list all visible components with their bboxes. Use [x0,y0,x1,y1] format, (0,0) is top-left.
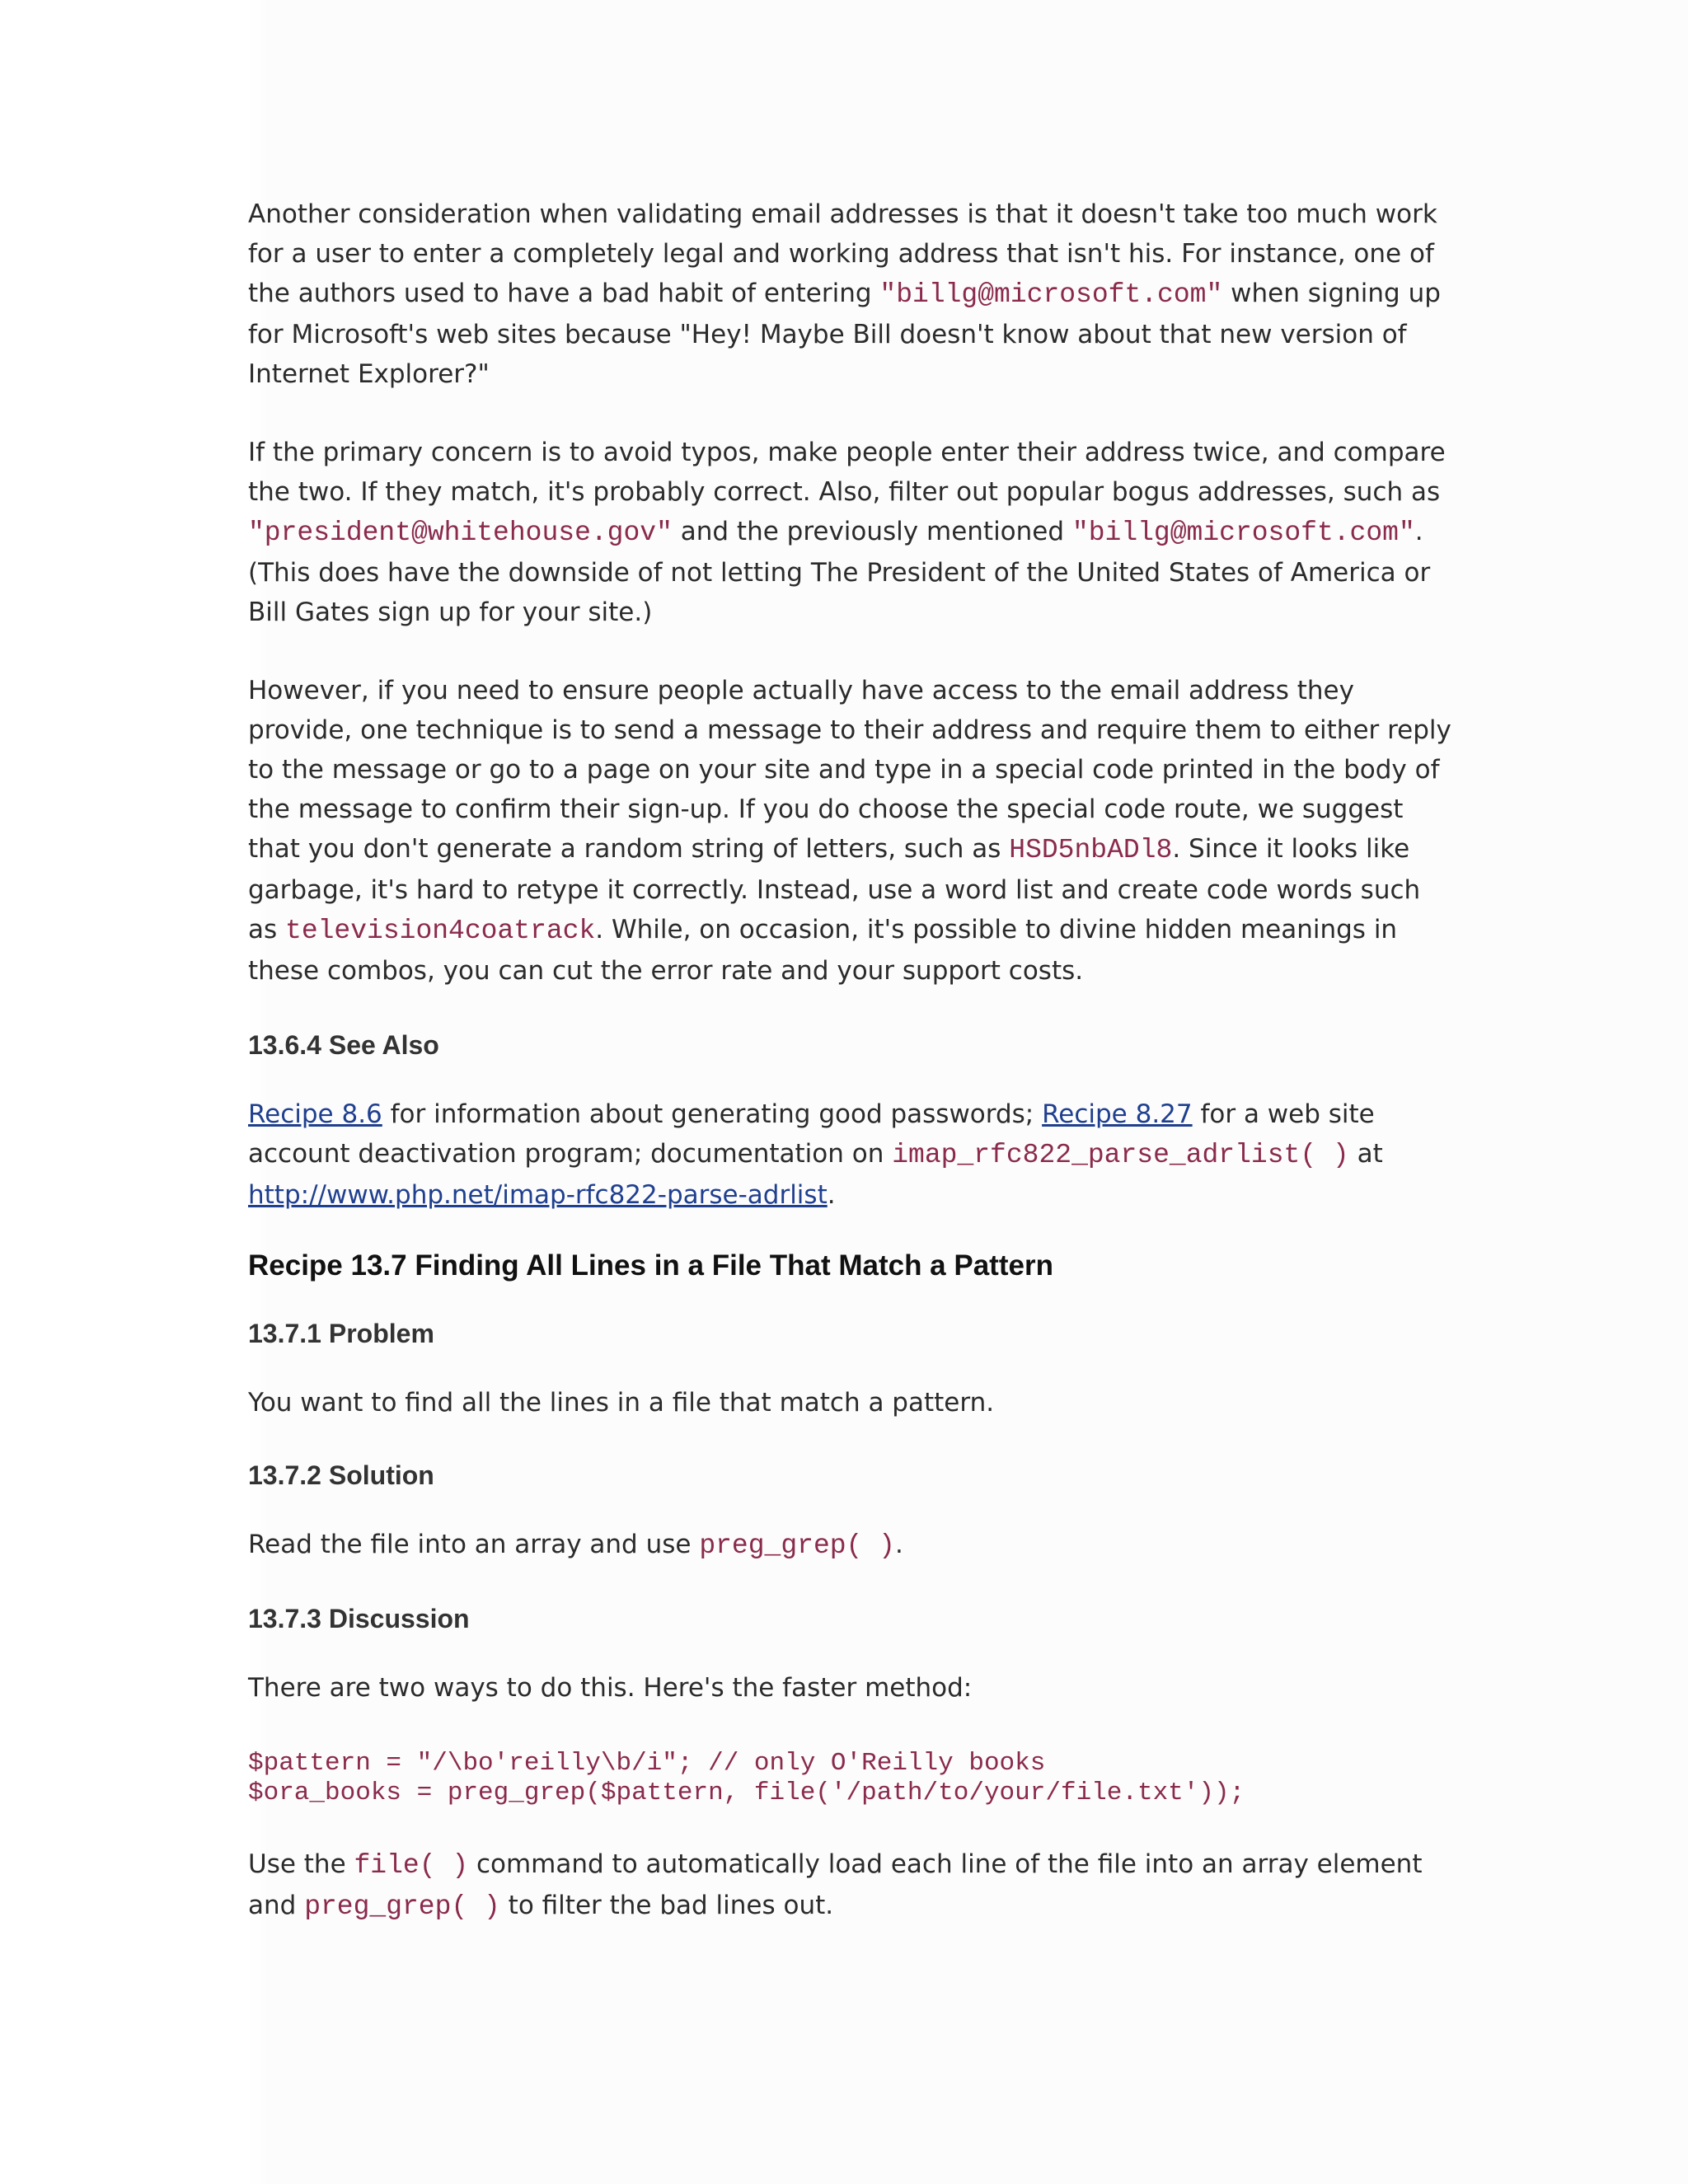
text: If the primary concern is to avoid typos, make people enter their address twice, and compare the two. If they match, it's probably correct. Also, filter out popular bogus addresses, such as [248,438,1446,507]
text: . (This does have the downside of not letting The President of the United States of America or Bill Gates sign up for your site.) [248,517,1431,627]
recipe-title: Recipe 13.7 Finding All Lines in a File That Match a Pattern [248,1249,1053,1282]
inline-code: HSD5nbADl8 [1009,835,1173,865]
text: for a web site account deactivation program; documentation on [248,1099,1375,1169]
paragraph-see-also [248,1094,1451,1215]
text: However, if you need to ensure people actually have access to the email address they provide, one technique is to send a message to their address and require them to either reply to the message or go to a page on your site and type in a special code printed in the body of the message to confirm their sign-up. If you do choose the special code route, we suggest that you don't generate a random string of letters, such as [248,676,1451,864]
paragraph-file-command [248,1844,1451,1927]
code-block: $pattern = "/\bo'reilly\b/i"; // only O'Reilly books $ora_books = preg_grep($pattern, file('/path/to/your/file.txt')); [248,1749,1245,1807]
paragraph-discussion-intro: There are two ways to do this. Here's the faster method: [248,1673,973,1703]
inline-code: preg_grep( ) [304,1891,500,1922]
heading-discussion: 13.7.3 Discussion [248,1604,470,1633]
link-recipe-8-6[interactable]: Recipe 8.6 [248,1099,382,1129]
inline-code: "billg@microsoft.com" [1071,518,1415,548]
paragraph-access [248,671,1451,991]
inline-code: file( ) [354,1850,469,1881]
text: Read the file into an array and use [248,1530,700,1559]
text: for information about generating good passwords; [382,1099,1043,1129]
text: at [1348,1139,1383,1169]
heading-solution: 13.7.2 Solution [248,1460,434,1490]
heading-see-also: 13.6.4 See Also [248,1030,439,1060]
text: and the previously mentioned [672,517,1072,546]
inline-code: imap_rfc822_parse_adrlist( ) [892,1140,1349,1170]
text: Another consideration when validating email addresses is that it doesn't take too much work for a user to enter a completely legal and working address that isn't his. For instance, one of the authors used to have a bad habit of entering [248,199,1437,308]
paragraph-problem: You want to find all the lines in a file that match a pattern. [248,1388,995,1418]
text: . While, on occasion, it's possible to divine hidden meanings in these combos, you can cut the error rate and your support costs. [248,915,1398,986]
text: . [894,1530,903,1559]
text: when signing up for Microsoft's web sites because "Hey! Maybe Bill doesn't know about that new version of Internet Explorer?" [248,279,1441,389]
inline-code: preg_grep( ) [699,1530,895,1561]
text: . Since it looks like garbage, it's hard to retype it correctly. Instead, use a word list and create code words such as [248,834,1421,944]
paragraph-solution [248,1525,1451,1566]
page-content [248,194,1451,1927]
paragraph-typos [248,433,1451,632]
text: . [827,1180,836,1210]
inline-code: "president@whitehouse.gov" [248,518,673,548]
inline-code: television4coatrack [285,916,596,946]
link-recipe-8-27[interactable]: Recipe 8.27 [1042,1099,1193,1129]
text: to filter the bad lines out. [499,1891,834,1920]
text: Use the [248,1849,354,1879]
text: command to automatically load each line of the file into an array element and [248,1849,1423,1920]
paragraph-email-consideration [248,194,1451,394]
heading-problem: 13.7.1 Problem [248,1319,434,1348]
inline-code: "billg@microsoft.com" [879,279,1223,310]
link-php-docs[interactable]: http://www.php.net/imap-rfc822-parse-adrlist [248,1180,828,1210]
